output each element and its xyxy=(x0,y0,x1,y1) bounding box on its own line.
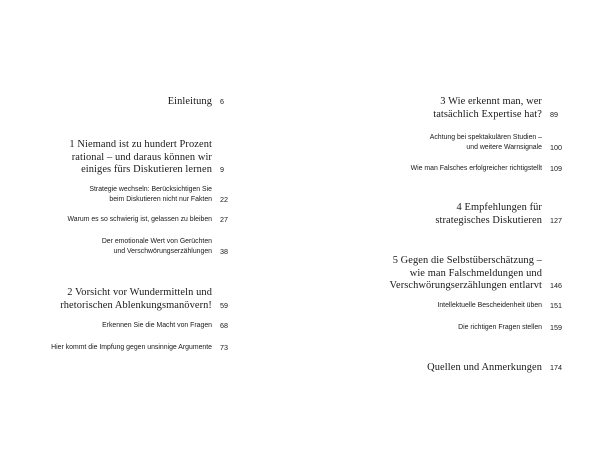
toc-entry-title: Achtung bei spektakulären Studien – und weitere Warnsignale xyxy=(429,134,542,151)
toc-entry-title: Wie man Falsches erfolgreicher richtigstellt xyxy=(410,165,542,172)
toc-entry-section-5-2[interactable] xyxy=(458,323,572,333)
toc-entry-section-5-1[interactable] xyxy=(437,301,572,311)
toc-entry-page: 174 xyxy=(550,363,562,372)
toc-entry-page: 38 xyxy=(220,246,228,256)
toc-entry-section-3-1[interactable] xyxy=(430,133,572,152)
toc-entry-page: 6 xyxy=(220,97,224,106)
toc-entry-chapter-3[interactable] xyxy=(433,96,572,121)
toc-entry-section-3-2[interactable] xyxy=(411,164,572,174)
toc-entry-title: 1 Niemand ist zu hundert Prozent rational – und daraus können wir einiges fürs Diskutieren lernen xyxy=(69,139,212,176)
toc-entry-chapter-2[interactable] xyxy=(60,287,242,312)
toc-entry-section-1-3[interactable] xyxy=(102,237,242,256)
toc-entry-page: 159 xyxy=(550,323,562,332)
toc-entry-page: 59 xyxy=(220,300,228,310)
toc-entry-title: 5 Gegen die Selbstüberschätzung – wie man Falschmeldungen und Verschwörungserzählungen entlarvt xyxy=(389,255,542,292)
toc-entry-page: 22 xyxy=(220,194,228,204)
toc-entry-title: 4 Empfehlungen für strategisches Diskutieren xyxy=(435,202,542,226)
toc-entry-section-2-1[interactable] xyxy=(102,321,242,331)
toc-entry-page: 109 xyxy=(550,164,562,173)
toc-entry-page: 27 xyxy=(220,215,228,224)
toc-entry-page: 89 xyxy=(550,109,558,119)
toc-entry-page: 73 xyxy=(220,343,228,352)
toc-right-page xyxy=(300,0,600,467)
toc-entry-page: 100 xyxy=(550,142,562,152)
toc-entry-section-2-2[interactable] xyxy=(51,343,242,353)
toc-entry-section-1-1[interactable] xyxy=(89,185,242,204)
toc-entry-chapter-4[interactable] xyxy=(435,202,572,227)
toc-entry-title: Die richtigen Fragen stellen xyxy=(458,324,542,331)
toc-entry-title: Einleitung xyxy=(167,96,212,107)
toc-entry-title: Quellen und Anmerkungen xyxy=(427,362,542,373)
toc-entry-page: 146 xyxy=(550,281,562,291)
toc-entry-chapter-1[interactable] xyxy=(69,139,242,177)
toc-entry-section-1-2[interactable] xyxy=(67,215,242,225)
toc-entry-page: 68 xyxy=(220,321,228,330)
toc-entry-title: Der emotionale Wert von Gerüchten und Verschwörungserzählungen xyxy=(101,238,212,255)
toc-entry-page: 127 xyxy=(550,215,562,225)
toc-entry-title: Intellektuelle Bescheidenheit üben xyxy=(437,302,542,309)
toc-entry-title: Hier kommt die Impfung gegen unsinnige Argumente xyxy=(51,344,212,351)
toc-entry-title: 2 Vorsicht vor Wundermitteln und rhetorischen Ablenkungsmanövern! xyxy=(60,287,212,311)
toc-entry-title: 3 Wie erkennt man, wer tatsächlich Expertise hat? xyxy=(433,96,542,120)
toc-entry-title: Erkennen Sie die Macht von Fragen xyxy=(102,322,212,329)
toc-entry-title: Strategie wechseln: Berücksichtigen Sie beim Diskutieren nicht nur Fakten xyxy=(89,186,212,203)
toc-entry-sources[interactable] xyxy=(427,362,572,375)
toc-entry-page: 9 xyxy=(220,165,224,175)
toc-entry-page: 151 xyxy=(550,301,562,310)
toc-entry-title: Warum es so schwierig ist, gelassen zu bleiben xyxy=(67,216,212,223)
toc-entry-einleitung[interactable] xyxy=(168,96,242,109)
toc-entry-chapter-5[interactable] xyxy=(390,255,572,293)
